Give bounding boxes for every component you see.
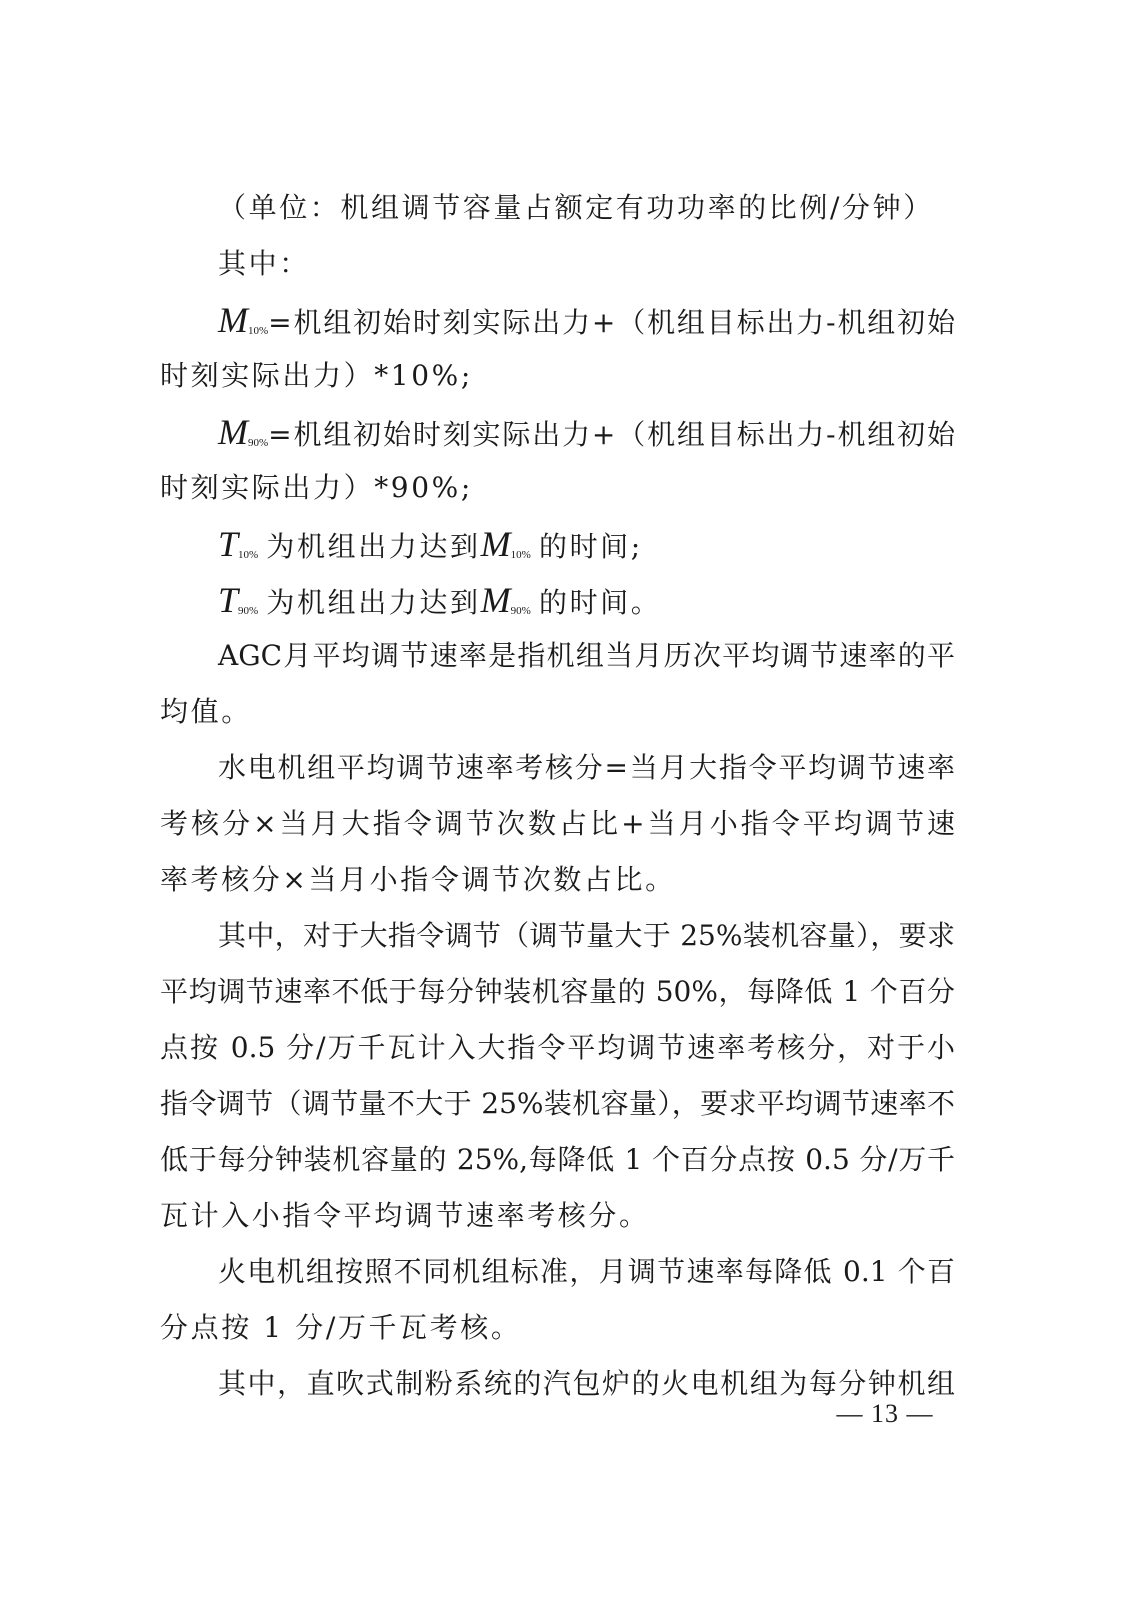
m-symbol: M [480,524,511,564]
m-symbol: M [218,300,248,340]
def-t90-middle: 为机组出力达到 [266,586,481,619]
m-subscript: 10% [248,325,269,337]
t-symbol: T [218,580,239,620]
cmd-line-6: 瓦计入小指令平均调节速率考核分。 [160,1199,650,1232]
agc-line-1: AGC月平均调节速率是指机组当月历次平均调节速率的平 [218,639,955,672]
hydro-line-1: 水电机组平均调节速率考核分=当月大指令平均调节速率 [218,751,955,784]
agc-line-2: 均值。 [160,695,252,728]
formula-m90-line1 [218,404,955,460]
cmd-line-5: 低于每分钟装机容量的 25%,每降低 1 个百分点按 0.5 分/万千 [160,1143,955,1176]
direct-blow-line-1: 其中，直吹式制粉系统的汽包炉的火电机组为每分钟机组 [218,1367,955,1400]
cmd-line-1: 其中，对于大指令调节（调节量大于 25%装机容量），要求 [218,919,955,952]
page-number: — 13 — [836,1399,934,1428]
thermal-line-2: 分点按 1 分/万千瓦考核。 [160,1311,522,1344]
m-subscript: 10% [510,549,531,561]
formula-m10-line2: 时刻实际出力）*10%; [160,359,473,392]
formula-m90-line2: 时刻实际出力）*90%; [160,471,473,504]
hydro-line-2: 考核分×当月大指令调节次数占比+当月小指令平均调节速 [160,807,955,840]
def-t10 [218,516,955,572]
cmd-line-3: 点按 0.5 分/万千瓦计入大指令平均调节速率考核分，对于小 [160,1031,955,1064]
cmd-line-4: 指令调节（调节量不大于 25%装机容量），要求平均调节速率不 [160,1087,955,1120]
formula-m10-text: =机组初始时刻实际出力+（机组目标出力-机组初始 [268,306,955,339]
def-t90-end: 的时间。 [538,586,662,619]
formula-m90-text: =机组初始时刻实际出力+（机组目标出力-机组初始 [268,418,955,451]
def-t90 [218,572,955,628]
formula-m10-line1 [218,292,955,348]
def-t10-end: 的时间; [538,530,643,563]
m-subscript: 90% [248,437,269,449]
thermal-line-1: 火电机组按照不同机组标准，月调节速率每降低 0.1 个百 [218,1255,955,1288]
where-label: 其中： [218,247,310,280]
m-subscript: 90% [510,605,531,617]
def-t10-middle: 为机组出力达到 [266,530,481,563]
t-subscript: 90% [238,605,259,617]
t-symbol: T [218,524,239,564]
cmd-line-2: 平均调节速率不低于每分钟装机容量的 50%，每降低 1 个百分 [160,975,955,1008]
unit-note: （单位：机组调节容量占额定有功功率的比例/分钟） [218,191,934,224]
t-subscript: 10% [238,549,259,561]
m-symbol: M [480,580,511,620]
hydro-line-3: 率考核分×当月小指令调节次数占比。 [160,863,676,896]
m-symbol: M [218,412,248,452]
